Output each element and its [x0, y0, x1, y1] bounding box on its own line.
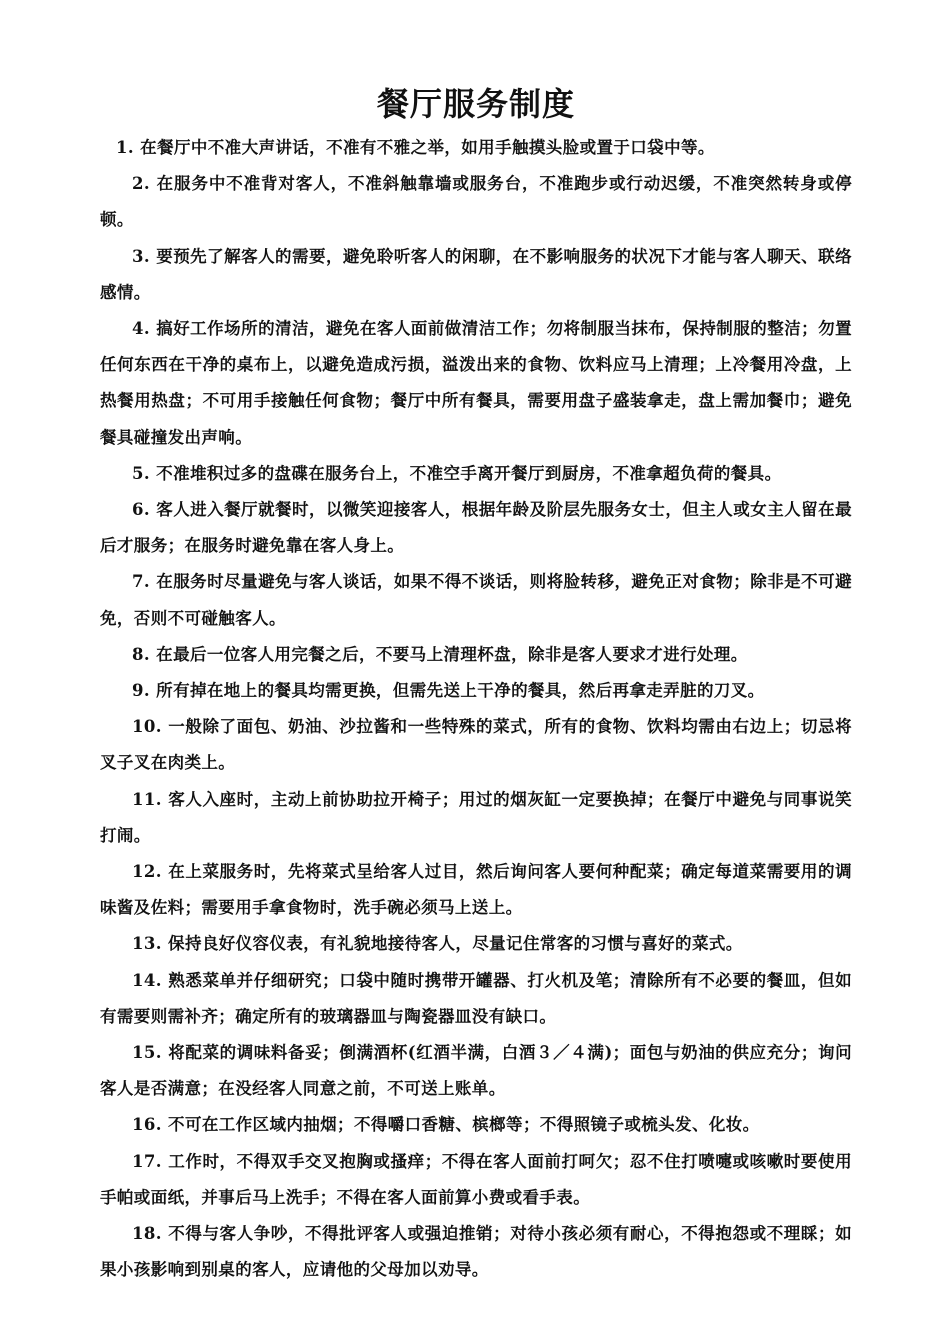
rule-item: 14. 熟悉菜单并仔细研究；口袋中随时携带开罐器、打火机及笔；清除所有不必要的餐皿，但如有需要则需补齐；确定所有的玻璃器皿与陶瓷器皿没有缺口。 — [100, 970, 852, 1026]
rule-item: 5. 不准堆积过多的盘碟在服务台上，不准空手离开餐厅到厨房，不准拿超负荷的餐具。 — [132, 463, 782, 483]
rule-item: 2. 在服务中不准背对客人，不准斜触靠墙或服务台，不准跑步或行动迟缓，不准突然转身或停顿。 — [100, 174, 852, 230]
rule-item: 12. 在上菜服务时，先将菜式呈给客人过目，然后询问客人要何种配菜；确定每道菜需要用的调味酱及佐料；需要用手拿食物时，洗手碗必须马上送上。 — [100, 862, 852, 918]
rule-item: 17. 工作时，不得双手交叉抱胸或搔痒；不得在客人面前打呵欠；忍不住打喷嚏或咳嗽时要使用手帕或面纸，并事后马上洗手；不得在客人面前算小费或看手表。 — [100, 1151, 852, 1207]
rule-item: 8. 在最后一位客人用完餐之后，不要马上清理杯盘，除非是客人要求才进行处理。 — [132, 644, 748, 664]
document-page — [100, 78, 852, 1289]
page-title: 餐厅服务制度 — [376, 85, 575, 123]
rule-item: 15. 将配菜的调味料备妥；倒满酒杯(红酒半满，白酒３／４满)；面包与奶油的供应充分；询问客人是否满意；在没经客人同意之前，不可送上账单。 — [100, 1043, 852, 1099]
rule-item: 3. 要预先了解客人的需要，避免聆听客人的闲聊，在不影响服务的状况下才能与客人聊天、联络感情。 — [100, 246, 852, 302]
rule-item: 6. 客人进入餐厅就餐时，以微笑迎接客人，根据年龄及阶层先服务女士，但主人或女主人留在最后才服务；在服务时避免靠在客人身上。 — [100, 500, 852, 556]
rule-item: 13. 保持良好仪容仪表，有礼貌地接待客人，尽量记住常客的习惯与喜好的菜式。 — [132, 934, 743, 954]
rule-item: 18. 不得与客人争吵，不得批评客人或强迫推销；对待小孩必须有耐心，不得抱怨或不理睬；如果小孩影响到别桌的客人，应请他的父母加以劝导。 — [100, 1224, 852, 1280]
rule-item: 1. 在餐厅中不准大声讲话，不准有不雅之举，如用手触摸头脸或置于口袋中等。 — [116, 138, 715, 157]
rule-item: 9. 所有掉在地上的餐具均需更换，但需先送上干净的餐具，然后再拿走弄脏的刀叉。 — [132, 681, 765, 701]
rules-list — [100, 130, 852, 1289]
rule-item: 7. 在服务时尽量避免与客人谈话，如果不得不谈话，则将脸转移，避免正对食物；除非是不可避免，否则不可碰触客人。 — [100, 572, 852, 628]
rule-item: 11. 客人入座时，主动上前协助拉开椅子；用过的烟灰缸一定要换掉；在餐厅中避免与同事说笑打闹。 — [100, 789, 852, 845]
rule-item: 10. 一般除了面包、奶油、沙拉酱和一些特殊的菜式，所有的食物、饮料均需由右边上；切忌将叉子叉在肉类上。 — [100, 717, 852, 773]
rule-item: 16. 不可在工作区域内抽烟；不得嚼口香糖、槟榔等；不得照镜子或梳头发、化妆。 — [132, 1115, 760, 1135]
rule-item: 4. 搞好工作场所的清洁，避免在客人面前做清洁工作；勿将制服当抹布，保持制服的整洁；勿置任何东西在干净的桌布上，以避免造成污损，溢泼出来的食物、饮料应马上清理；上冷餐用冷盘，上热餐用热盘；不可用手接触任何食物；餐厅中所有餐具，需要用盘子盛装拿走，盘上需加餐巾；避免餐具碰撞发出声响。 — [100, 319, 852, 447]
